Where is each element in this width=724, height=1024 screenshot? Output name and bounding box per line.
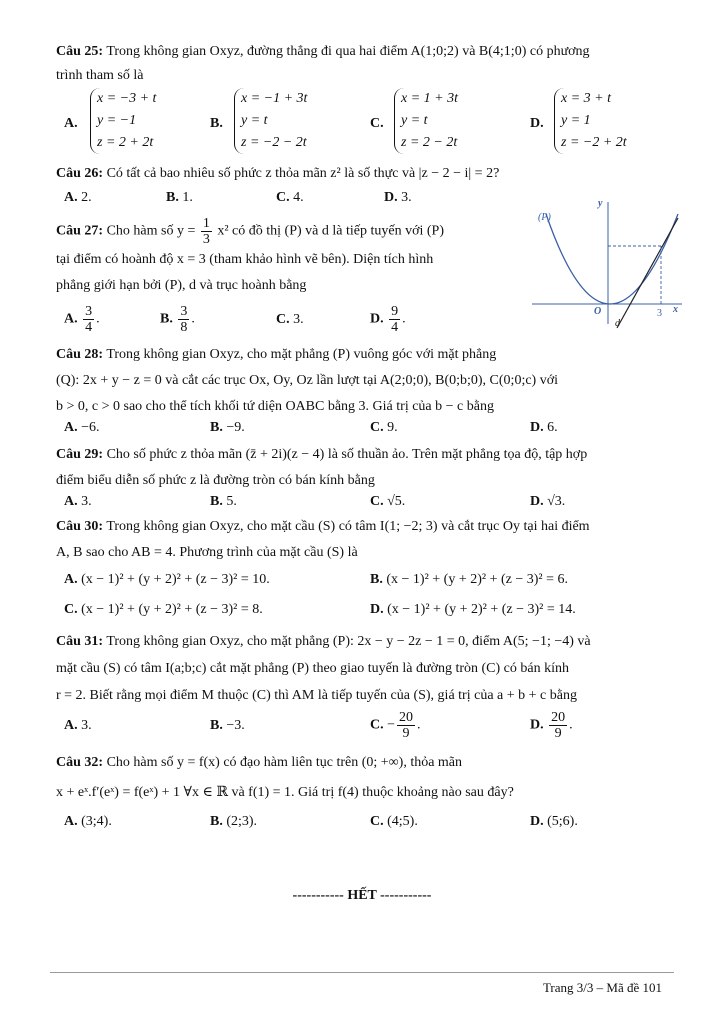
option-key: C. bbox=[370, 420, 384, 435]
option-key: C. bbox=[276, 190, 290, 205]
option-value: 6. bbox=[547, 420, 558, 435]
parabola-curve bbox=[546, 214, 678, 304]
option-c bbox=[370, 116, 384, 132]
option-c-system bbox=[394, 88, 458, 154]
question-label: Câu 27: bbox=[56, 223, 104, 239]
option-d bbox=[530, 494, 565, 510]
question-text: Trong không gian Oxyz, cho mặt phẳng (P) vuông góc với mặt phẳng bbox=[106, 347, 497, 362]
option-key: A. bbox=[64, 190, 78, 205]
option-value: −6. bbox=[81, 420, 100, 435]
option-c bbox=[64, 602, 263, 618]
question-text: x² có đồ thị (P) và d là tiếp tuyến với (P) bbox=[217, 223, 444, 239]
question-text-line-2: A, B sao cho AB = 4. Phương trình của mặt cầu (S) là bbox=[56, 545, 358, 560]
question-28 bbox=[56, 342, 684, 420]
option-a: A. $\frac{3}{4}$ . bbox=[64, 304, 100, 335]
fraction-numerator: 3 bbox=[85, 304, 93, 319]
question-label: Câu 31: bbox=[56, 634, 104, 649]
option-value: 4. bbox=[293, 190, 304, 205]
option-value: (x − 1)² + (y + 2)² + (z − 3)² = 10. bbox=[81, 572, 270, 587]
option-d-system bbox=[554, 88, 627, 154]
question-label: Câu 26: bbox=[56, 166, 104, 181]
option-b bbox=[210, 718, 245, 734]
fraction-denominator: 4 bbox=[391, 320, 399, 335]
question-text: Cho số phức z thỏa mãn (z̄ + 2i)(z − 4) là số thuần ảo. Trên mặt phẳng tọa độ, tập hợp bbox=[106, 447, 588, 462]
label-y: y bbox=[598, 198, 603, 209]
option-b: B. $\frac{3}{8}$ . bbox=[160, 304, 195, 335]
option-key: B. bbox=[370, 572, 383, 587]
system-line: z = −2 + 2t bbox=[561, 135, 627, 150]
option-a bbox=[64, 718, 92, 734]
option-c bbox=[370, 420, 398, 436]
option-a bbox=[64, 572, 270, 588]
option-d bbox=[384, 190, 412, 206]
option-sign: − bbox=[387, 717, 396, 733]
option-key: C. bbox=[64, 602, 78, 617]
option-key: B. bbox=[210, 494, 223, 509]
option-a bbox=[64, 494, 92, 510]
question-label: Câu 25: bbox=[56, 44, 104, 59]
option-key: B. bbox=[210, 814, 223, 829]
option-key: D. bbox=[370, 311, 384, 327]
label-d: d bbox=[615, 318, 620, 329]
fraction-numerator: 3 bbox=[180, 304, 188, 319]
question-text: Trong không gian Oxyz, đường thẳng đi qua hai điểm A(1;0;2) và B(4;1;0) có phương bbox=[106, 44, 590, 59]
fraction-denominator: 9 bbox=[554, 726, 562, 741]
question-32 bbox=[56, 748, 684, 808]
option-a bbox=[64, 116, 78, 132]
label-p: (P) bbox=[538, 212, 551, 223]
option-key: D. bbox=[530, 717, 544, 733]
option-value: (2;3). bbox=[226, 814, 258, 829]
fraction-numerator: 9 bbox=[391, 304, 399, 319]
option-value: −3. bbox=[226, 718, 245, 733]
fraction-denominator: 4 bbox=[85, 320, 93, 335]
option-value: −9. bbox=[226, 420, 245, 435]
option-key: C. bbox=[276, 312, 290, 327]
footer-divider bbox=[50, 972, 674, 973]
option-a-system bbox=[90, 88, 156, 154]
question-text: Cho hàm số y = bbox=[106, 223, 196, 239]
question-26 bbox=[56, 162, 684, 186]
option-a bbox=[64, 190, 92, 206]
option-d bbox=[530, 116, 544, 132]
label-3: 3 bbox=[657, 308, 662, 319]
option-value: (4;5). bbox=[387, 814, 418, 829]
system-line: x = 1 + 3t bbox=[401, 91, 458, 106]
option-key: D. bbox=[530, 420, 544, 435]
question-label: Câu 30: bbox=[56, 519, 104, 534]
fraction bbox=[549, 710, 567, 741]
option-key: A. bbox=[64, 311, 78, 327]
option-key: B. bbox=[210, 718, 223, 733]
option-d: D. $\frac{20}{9}$ . bbox=[530, 710, 573, 741]
option-c bbox=[370, 494, 405, 510]
option-d bbox=[370, 602, 576, 618]
option-b-system bbox=[234, 88, 307, 154]
option-c bbox=[276, 312, 304, 328]
option-d bbox=[530, 814, 578, 830]
system-line: z = 2 − 2t bbox=[401, 135, 458, 150]
option-value: 5. bbox=[226, 494, 237, 509]
system-line: y = t bbox=[241, 113, 268, 128]
option-key: A. bbox=[64, 814, 78, 829]
label-o: O bbox=[594, 306, 602, 317]
fraction-denominator: 8 bbox=[180, 320, 188, 335]
option-c: C. − $\frac{20}{9}$ . bbox=[370, 710, 421, 741]
system-line: x = 3 + t bbox=[561, 91, 611, 106]
question-text-line-3: r = 2. Biết rằng mọi điểm M thuộc (C) thì AM là tiếp tuyến của (S), giá trị của a + b + c bằng bbox=[56, 688, 577, 703]
end-marker: ----------- HẾT ----------- bbox=[292, 888, 432, 903]
option-value: 3. bbox=[293, 312, 304, 327]
option-value: √5. bbox=[387, 494, 406, 509]
option-value: 3. bbox=[81, 494, 92, 509]
option-key: C. bbox=[370, 494, 384, 509]
tangent-line-d bbox=[617, 218, 678, 328]
question-text: Trong không gian Oxyz, cho mặt cầu (S) có tâm I(1; −2; 3) và cắt trục Oy tại hai điểm bbox=[106, 519, 590, 534]
question-label: Câu 29: bbox=[56, 447, 104, 462]
option-key: B. bbox=[160, 311, 173, 327]
question-30 bbox=[56, 514, 684, 566]
question-31 bbox=[56, 628, 684, 709]
option-key: A. bbox=[64, 494, 78, 509]
fraction-numerator: 20 bbox=[399, 710, 414, 725]
option-value: (5;6). bbox=[547, 814, 578, 829]
question-27 bbox=[56, 216, 516, 299]
question-label: Câu 32: bbox=[56, 755, 104, 770]
question-text: Trong không gian Oxyz, cho mặt phẳng (P): 2x − y − 2z − 1 = 0, điểm A(5; −1; −4) và bbox=[106, 634, 591, 649]
fraction-numerator: 1 bbox=[202, 216, 210, 231]
question-label: Câu 28: bbox=[56, 347, 104, 362]
option-value: √3. bbox=[547, 494, 566, 509]
question-text-line-2: tại điểm có hoành độ x = 3 (tham khảo hình vẽ bên). Diện tích hình bbox=[56, 252, 434, 267]
question-29 bbox=[56, 442, 684, 494]
parabola-graph bbox=[530, 196, 690, 330]
system-line: z = −2 − 2t bbox=[241, 135, 307, 150]
option-b bbox=[370, 572, 568, 588]
option-b bbox=[210, 420, 245, 436]
question-text-line-2: trình tham số là bbox=[56, 68, 144, 83]
question-text-line-2: x + eˣ.f′(eˣ) = f(eˣ) + 1 ∀x ∈ ℝ và f(1) = 1. Giá trị f(4) thuộc khoảng nào sau đây? bbox=[56, 785, 514, 800]
system-line: y = 1 bbox=[561, 113, 591, 128]
fraction bbox=[83, 304, 94, 335]
system-line: y = −1 bbox=[97, 113, 137, 128]
option-key: A. bbox=[64, 116, 78, 131]
question-text-line-2: điểm biểu diễn số phức z là đường tròn có bán kính bằng bbox=[56, 473, 375, 488]
option-b bbox=[166, 190, 193, 206]
option-value: 2. bbox=[81, 190, 92, 205]
option-value: (x − 1)² + (y + 2)² + (z − 3)² = 8. bbox=[81, 602, 263, 617]
question-text-line-2: (Q): 2x + y − z = 0 và cắt các trục Ox, Oy, Oz lần lượt tại A(2;0;0), B(0;b;0), C(0;0;c) với bbox=[56, 373, 558, 388]
option-key: A. bbox=[64, 718, 78, 733]
question-text-line-3: b > 0, c > 0 sao cho thể tích khối tứ diện OABC bằng 3. Giá trị của b − c bằng bbox=[56, 399, 494, 414]
label-x: x bbox=[673, 304, 678, 315]
fraction-denominator: 3 bbox=[202, 232, 210, 247]
fraction-numerator: 20 bbox=[551, 710, 566, 725]
option-key: B. bbox=[210, 420, 223, 435]
fraction bbox=[389, 304, 400, 335]
fraction-denominator: 9 bbox=[402, 726, 410, 741]
question-text: Có tất cả bao nhiêu số phức z thỏa mãn z² là số thực và |z − 2 − i| = 2? bbox=[106, 166, 500, 181]
option-key: D. bbox=[530, 116, 544, 131]
option-a bbox=[64, 814, 112, 830]
fraction bbox=[201, 216, 212, 247]
system-line: x = −1 + 3t bbox=[241, 91, 308, 106]
question-25 bbox=[56, 40, 684, 88]
option-b bbox=[210, 494, 237, 510]
system-line: y = t bbox=[401, 113, 428, 128]
option-value: 3. bbox=[401, 190, 412, 205]
question-text-line-3: phẳng giới hạn bởi (P), d và trục hoành bằng bbox=[56, 278, 307, 293]
option-value: 1. bbox=[182, 190, 193, 205]
option-key: B. bbox=[210, 116, 223, 131]
option-key: D. bbox=[370, 602, 384, 617]
option-d: D. $\frac{9}{4}$ . bbox=[370, 304, 406, 335]
option-b bbox=[210, 814, 257, 830]
option-d bbox=[530, 420, 558, 436]
option-value: 9. bbox=[387, 420, 398, 435]
question-text: Cho hàm số y = f(x) có đạo hàm liên tục trên (0; +∞), thỏa mãn bbox=[106, 755, 463, 770]
option-key: D. bbox=[530, 814, 544, 829]
question-text-line-2: mặt cầu (S) có tâm I(a;b;c) cắt mặt phẳng (P) theo giao tuyến là đường tròn (C) có bán kính bbox=[56, 661, 570, 676]
option-c bbox=[370, 814, 418, 830]
option-key: B. bbox=[166, 190, 179, 205]
option-key: D. bbox=[384, 190, 398, 205]
option-value: 3. bbox=[81, 718, 92, 733]
option-value: (x − 1)² + (y + 2)² + (z − 3)² = 6. bbox=[386, 572, 568, 587]
option-a bbox=[64, 420, 100, 436]
option-key: C. bbox=[370, 116, 384, 131]
fraction bbox=[178, 304, 189, 335]
option-value: (3;4). bbox=[81, 814, 112, 829]
option-value: (x − 1)² + (y + 2)² + (z − 3)² = 14. bbox=[387, 602, 576, 617]
system-line: z = 2 + 2t bbox=[97, 135, 154, 150]
option-key: D. bbox=[530, 494, 544, 509]
option-key: C. bbox=[370, 717, 384, 733]
option-key: A. bbox=[64, 420, 78, 435]
option-c bbox=[276, 190, 304, 206]
system-line: x = −3 + t bbox=[97, 91, 157, 106]
option-key: A. bbox=[64, 572, 78, 587]
fraction bbox=[397, 710, 415, 741]
option-b bbox=[210, 116, 223, 132]
option-key: C. bbox=[370, 814, 384, 829]
page-footer: Trang 3/3 – Mã đề 101 bbox=[542, 980, 662, 995]
